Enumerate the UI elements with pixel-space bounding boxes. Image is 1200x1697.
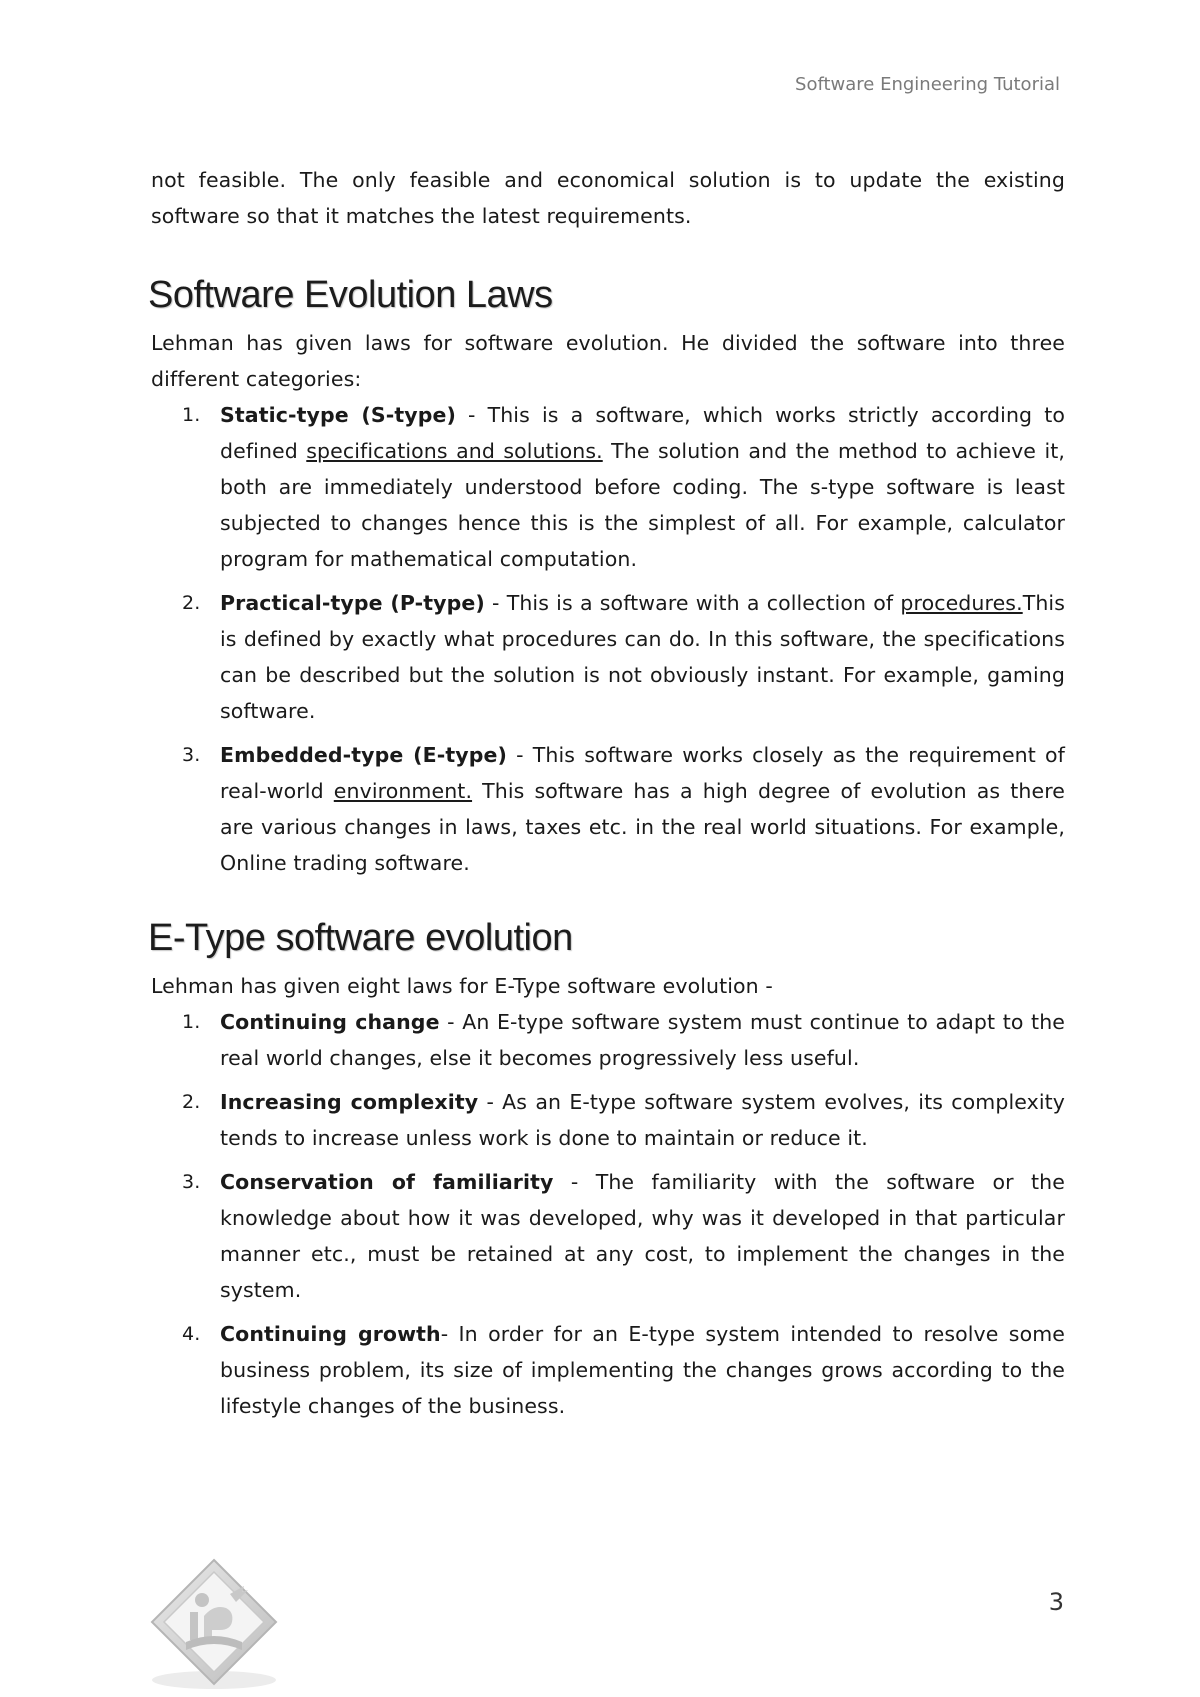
list-item-body: - This is a software with a collection of	[484, 591, 901, 615]
list-item-term: Embedded-type (E-type)	[220, 743, 507, 767]
list-item-term: Continuing change	[220, 1010, 440, 1034]
list-item	[148, 585, 1065, 729]
list-item-term: Increasing complexity	[220, 1090, 479, 1114]
list-item-term: Practical-type (P-type)	[220, 591, 485, 615]
software-types-list	[148, 397, 1065, 881]
inline-link[interactable]: specifications and solutions.	[306, 439, 603, 463]
list-item-text	[220, 737, 1065, 881]
etype-laws-list	[148, 1004, 1065, 1424]
page-number: 3	[1048, 1588, 1064, 1616]
list-item-text	[220, 1004, 1065, 1076]
list-item-term: Conservation of familiarity	[220, 1170, 554, 1194]
list-item-body: This is defined by exactly what procedures can do. In this software, the specifications can be described but the solution is not obviously instant. For example, gaming software.	[220, 591, 1065, 723]
running-header: Software Engineering Tutorial	[795, 74, 1060, 95]
list-item-body: - As an E-type software system evolves, its complexity tends to increase unless work is done to maintain or reduce it.	[220, 1090, 1065, 1150]
list-item	[148, 737, 1065, 881]
list-item-number: 1.	[182, 1011, 201, 1033]
list-item-text	[220, 1316, 1065, 1424]
list-item-text	[220, 1084, 1065, 1156]
list-item	[148, 1164, 1065, 1308]
list-item-body: - This software works closely as the requirement of real-world	[220, 743, 1065, 803]
list-item-body: - This is a software, which works strictly according to defined	[220, 403, 1065, 463]
inline-link[interactable]: environment.	[333, 779, 473, 803]
list-item	[148, 1084, 1065, 1156]
intro-paragraph: not feasible. The only feasible and economical solution is to update the existing software so that it matches the latest requirements.	[151, 168, 1065, 228]
list-item-text	[220, 1164, 1065, 1308]
list-item-text	[220, 397, 1065, 577]
list-item-text	[220, 585, 1065, 729]
list-item	[148, 1004, 1065, 1076]
list-item-body: The solution and the method to achieve it, both are immediately understood before coding. The s-type software is least subjected to changes hence this is the simplest of all. For example, calculator program for mathematical computation.	[220, 439, 1065, 571]
tutorialspoint-logo-icon	[146, 1556, 282, 1692]
section-lead-evolution-laws: Lehman has given laws for software evolution. He divided the software into three different categories:	[151, 331, 1065, 391]
section-heading-etype-evolution: E-Type software evolution	[148, 917, 573, 959]
list-item-number: 2.	[182, 592, 201, 614]
section-lead-etype-evolution: Lehman has given eight laws for E-Type software evolution -	[151, 974, 773, 998]
inline-link[interactable]: procedures.	[900, 591, 1023, 615]
list-item	[148, 1316, 1065, 1424]
list-item-number: 4.	[182, 1323, 201, 1345]
list-item-number: 2.	[182, 1091, 201, 1113]
list-item-number: 3.	[182, 744, 201, 766]
list-item-number: 1.	[182, 404, 201, 426]
list-item-body: - An E-type software system must continue to adapt to the real world changes, else it becomes progressively less useful.	[220, 1010, 1065, 1070]
list-item-body: - The familiarity with the software or the knowledge about how it was developed, why was it developed in that particular manner etc., must be retained at any cost, to implement the changes in the system.	[220, 1170, 1065, 1302]
list-item-body: This software has a high degree of evolution as there are various changes in laws, taxes etc. in the real world situations. For example, Online trading software.	[220, 779, 1065, 875]
section-heading-evolution-laws: Software Evolution Laws	[148, 274, 553, 316]
list-item-number: 3.	[182, 1171, 201, 1193]
page-content	[148, 162, 1065, 1432]
list-item	[148, 397, 1065, 577]
list-item-body: - In order for an E-type system intended to resolve some business problem, its size of implementing the changes grows according to the lifestyle changes of the business.	[220, 1322, 1065, 1418]
list-item-term: Continuing growth	[220, 1322, 441, 1346]
list-item-term: Static-type (S-type)	[220, 403, 456, 427]
